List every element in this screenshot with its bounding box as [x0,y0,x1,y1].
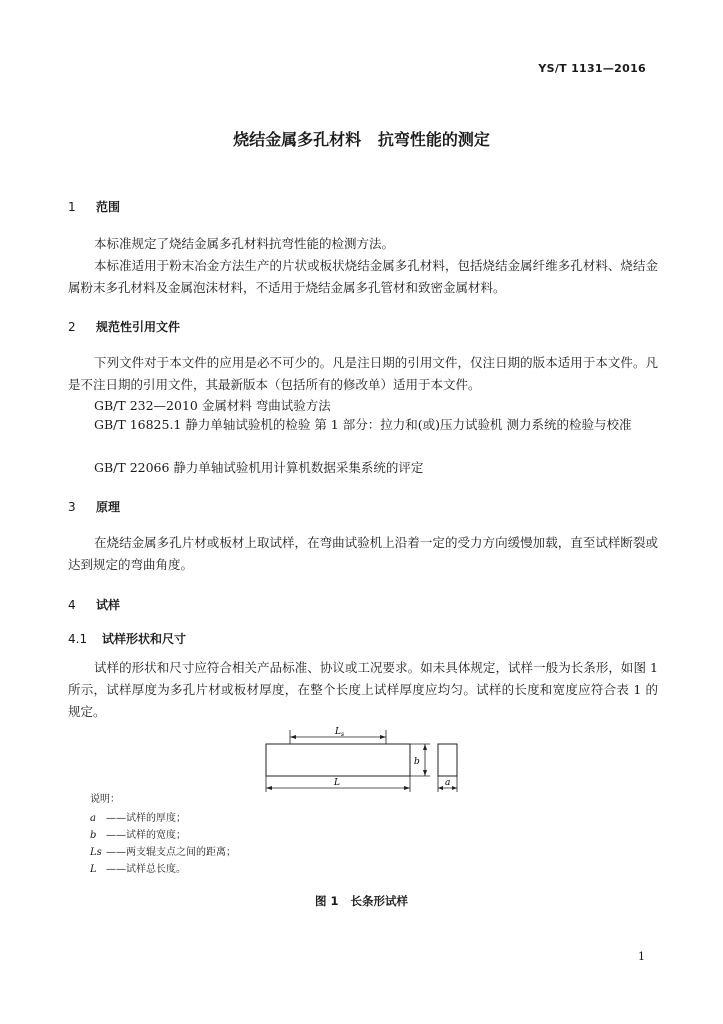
legend-item [90,862,186,878]
section-number: 2 [68,320,76,334]
legend-text: ——试样的厚度； [106,813,186,824]
specimen-cross-section [438,744,457,776]
section-title: 试样 [96,598,121,612]
section-number: 3 [68,500,76,514]
section-number: 4 [68,598,76,612]
paragraph: 下列文件对于本文件的应用是必不可少的。凡是注日期的引用文件，仅注日期的版本适用于本文件。凡是不注日期的引用文件，其最新版本（包括所有的修改单）适用于本文件。 [68,355,658,392]
paragraph: 在烧结金属多孔片材或板材上取试样，在弯曲试验机上沿着一定的受力方向缓慢加载，直至试样断裂或达到规定的弯曲角度。 [68,535,658,572]
legend-symbol: b [90,830,97,841]
section-number: 4.1 [68,632,88,646]
page-number: 1 [638,950,645,963]
reference-item: GB/T 22066 静力单轴试验机用计算机数据采集系统的评定 [94,460,424,475]
section-title: 试样形状和尺寸 [102,632,187,646]
section-number: 1 [68,200,76,214]
figure-caption: 图 1 长条形试样 [314,894,408,908]
document-title: 烧结金属多孔材料 抗弯性能的测定 [233,130,490,149]
specimen-long-view [266,744,410,776]
standard-code: YS/T 1131—2016 [538,62,646,75]
legend-item [90,811,186,827]
section-title: 规范性引用文件 [96,320,181,334]
l-label: L [334,778,340,788]
b-label: b [414,757,420,767]
reference-item: GB/T 232—2010 金属材料 弯曲试验方法 [94,398,331,413]
section-title: 原理 [96,500,121,514]
legend-item [90,845,236,861]
a-label: a [445,778,451,788]
legend-symbol: L [90,864,97,875]
legend-title: 说明： [90,794,120,805]
legend-symbol: a [90,813,96,824]
legend-item [90,828,186,844]
legend-text: ——试样的宽度； [106,830,186,841]
legend-symbol: Ls [90,847,102,858]
paragraph: 试样的形状和尺寸应符合相关产品标准、协议或工况要求。如未具体规定，试样一般为长条形，如图 1 所示，试样厚度为多孔片材或板材厚度，在整个长度上试样厚度应均匀。试样的长度和宽度应符合表 1 的规定。 [68,660,658,719]
ls-label: $L_s$ [335,727,345,738]
section-title: 范围 [96,200,121,214]
legend-text: ——试样总长度。 [106,864,186,875]
legend-text: ——两支辊支点之间的距离； [106,847,236,858]
paragraph: 本标准适用于粉末冶金方法生产的片状或板状烧结金属多孔材料，包括烧结金属纤维多孔材料、烧结金属粉末多孔材料及金属泡沫材料，不适用于烧结金属多孔管材和致密金属材料。 [68,258,658,295]
reference-item: GB/T 16825.1 静力单轴试验机的检验 第 1 部分：拉力和(或)压力试验机 测力系统的检验与校准 [94,417,632,432]
paragraph: 本标准规定了烧结金属多孔材料抗弯性能的检测方法。 [94,236,395,251]
